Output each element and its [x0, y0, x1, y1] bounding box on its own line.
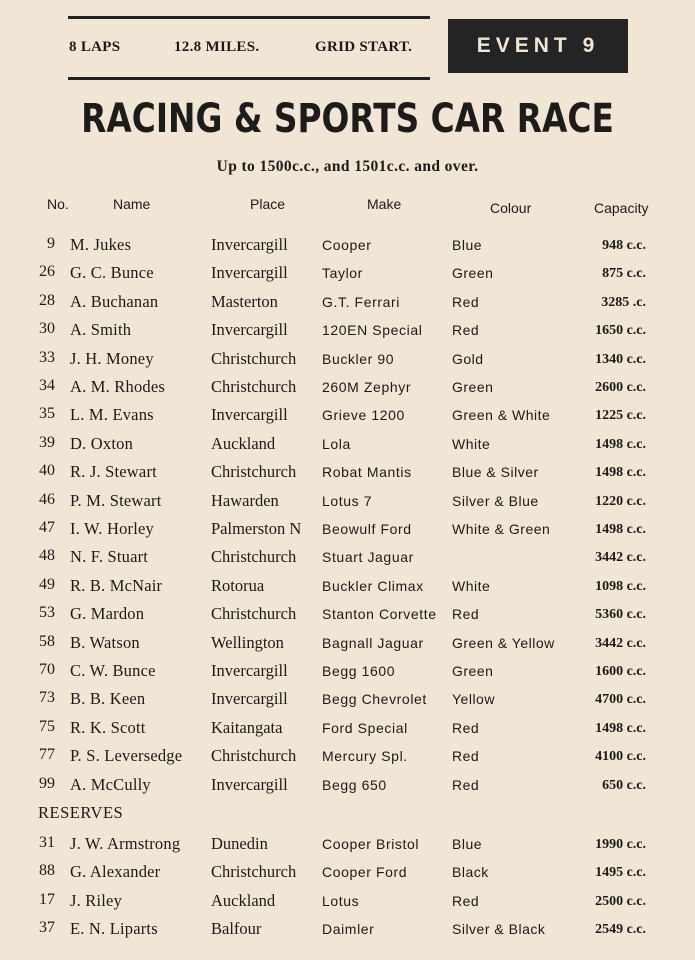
engine-capacity: 2500 c.c. — [595, 893, 646, 909]
car-number: 75 — [39, 717, 55, 735]
driver-place: Hawarden — [211, 490, 279, 510]
car-number: 30 — [39, 320, 55, 338]
entry-row — [0, 519, 695, 543]
driver-name: J. Riley — [70, 890, 123, 910]
driver-place: Invercargill — [211, 661, 288, 680]
car-colour: Red — [452, 719, 480, 736]
driver-place: Christchurch — [211, 462, 297, 482]
entry-row — [0, 604, 695, 628]
car-make: G.T. Ferrari — [322, 293, 400, 310]
column-header-name: Name — [113, 196, 151, 212]
engine-capacity: 1498 c.c. — [595, 465, 646, 481]
entry-row — [0, 718, 695, 742]
car-make: Robat Mantis — [322, 464, 412, 481]
car-number: 28 — [39, 291, 55, 309]
driver-name: D. Oxton — [70, 433, 134, 453]
driver-place: Wellington — [211, 632, 284, 652]
car-make: Mercury Spl. — [322, 748, 408, 765]
driver-name: G. Alexander — [70, 862, 161, 882]
driver-place: Invercargill — [211, 235, 288, 254]
entry-row — [0, 462, 695, 486]
engine-capacity: 4700 c.c. — [595, 692, 646, 708]
car-number: 88 — [39, 862, 55, 880]
car-colour: Red — [452, 322, 480, 339]
engine-capacity: 650 c.c. — [602, 777, 646, 793]
driver-place: Christchurch — [211, 377, 297, 396]
car-make: Stuart Jaguar — [322, 549, 414, 566]
start-type-label: GRID START. — [315, 39, 413, 55]
driver-name: B. Watson — [70, 632, 140, 652]
car-make: Cooper Bristol — [322, 836, 420, 852]
engine-capacity: 2600 c.c. — [595, 380, 646, 395]
driver-name: A. Buchanan — [70, 291, 159, 311]
car-colour: Green & Yellow — [452, 634, 555, 651]
driver-place: Auckland — [211, 433, 276, 453]
car-make: Ford Special — [322, 719, 408, 736]
driver-place: Invercargill — [211, 689, 288, 709]
car-make: Lotus — [322, 892, 360, 909]
engine-capacity: 5360 c.c. — [595, 607, 646, 623]
driver-name: J. W. Armstrong — [70, 834, 181, 853]
engine-capacity: 1600 c.c. — [595, 664, 646, 679]
driver-place: Christchurch — [211, 746, 297, 766]
reserve-row — [0, 891, 695, 915]
car-colour: Silver & Blue — [452, 492, 539, 509]
entry-row — [0, 263, 695, 287]
engine-capacity: 1498 c.c. — [595, 436, 646, 452]
driver-place: Christchurch — [211, 348, 297, 368]
engine-capacity: 2549 c.c. — [595, 922, 646, 938]
driver-name: R. K. Scott — [70, 717, 146, 737]
car-make: Begg 650 — [322, 776, 387, 793]
entry-row — [0, 661, 695, 685]
column-header-no: No. — [47, 196, 69, 212]
car-number: 34 — [39, 377, 55, 394]
driver-place: Christchurch — [211, 547, 297, 567]
car-make: 120EN Special — [322, 322, 423, 339]
engine-capacity: 1495 c.c. — [595, 865, 646, 881]
driver-name: P. M. Stewart — [70, 490, 162, 510]
driver-name: A. M. Rhodes — [70, 377, 165, 396]
engine-capacity: 1650 c.c. — [595, 323, 646, 339]
car-number: 47 — [39, 519, 55, 536]
car-colour: Green — [452, 379, 494, 395]
car-number: 46 — [39, 490, 55, 508]
car-colour: Blue — [452, 237, 483, 253]
driver-name: G. C. Bunce — [70, 263, 154, 283]
car-number: 31 — [39, 834, 55, 851]
car-number: 58 — [39, 632, 55, 650]
column-header-capacity: Capacity — [594, 200, 649, 216]
entry-row — [0, 633, 695, 657]
driver-place: Invercargill — [211, 405, 288, 425]
car-make: Buckler 90 — [322, 350, 395, 367]
car-number: 37 — [39, 919, 55, 937]
entry-row — [0, 377, 695, 401]
entry-row — [0, 320, 695, 344]
car-number: 35 — [39, 405, 55, 423]
race-info-bar — [68, 16, 430, 80]
car-number: 39 — [39, 433, 55, 451]
car-make: Cooper Ford — [322, 864, 408, 881]
car-number: 17 — [39, 890, 55, 908]
driver-place: Invercargill — [211, 320, 288, 340]
car-colour: Red — [452, 776, 480, 793]
car-number: 40 — [39, 462, 55, 480]
car-number: 26 — [39, 263, 55, 281]
car-number: 70 — [39, 661, 55, 678]
car-colour: Gold — [452, 350, 484, 367]
driver-name: R. J. Stewart — [70, 462, 157, 482]
car-make: Grieve 1200 — [322, 407, 405, 424]
entry-row — [0, 576, 695, 600]
entry-row — [0, 689, 695, 713]
car-colour: Silver & Black — [452, 921, 546, 938]
race-title: RACING & SPORTS CAR RACE — [81, 96, 614, 142]
car-number: 99 — [39, 774, 55, 792]
engine-capacity: 875 c.c. — [602, 266, 646, 282]
car-colour: White & Green — [452, 521, 551, 537]
entry-row — [0, 547, 695, 571]
car-colour: Green — [452, 265, 494, 282]
engine-capacity: 948 c.c. — [602, 238, 646, 253]
car-make: Begg 1600 — [322, 663, 396, 679]
engine-capacity: 3442 c.c. — [595, 635, 646, 651]
entry-row — [0, 434, 695, 458]
driver-name: B. B. Keen — [70, 689, 146, 709]
entry-row — [0, 405, 695, 429]
car-make: Beowulf Ford — [322, 521, 412, 537]
driver-place: Christchurch — [211, 862, 297, 882]
reserves-heading: RESERVES — [38, 803, 124, 822]
driver-name: J. H. Money — [70, 348, 154, 368]
distance-label: 12.8 MILES. — [174, 39, 260, 55]
car-make: Stanton Corvette — [322, 606, 437, 623]
car-colour: Red — [452, 293, 480, 310]
driver-place: Auckland — [211, 890, 276, 910]
driver-name: C. W. Bunce — [70, 661, 156, 680]
driver-place: Kaitangata — [211, 717, 283, 737]
entry-row — [0, 292, 695, 316]
entry-row — [0, 349, 695, 373]
driver-name: A. Smith — [70, 320, 132, 340]
car-number: 9 — [47, 235, 55, 252]
car-colour: White — [452, 435, 491, 452]
race-subtitle: Up to 1500c.c., and 1501c.c. and over. — [216, 158, 479, 175]
car-colour: Red — [452, 748, 480, 765]
car-make: Daimler — [322, 921, 375, 938]
car-colour: Red — [452, 892, 480, 909]
entry-row — [0, 775, 695, 799]
driver-place: Palmerston N — [211, 519, 302, 538]
driver-place: Invercargill — [211, 774, 288, 794]
car-colour: Blue & Silver — [452, 464, 539, 481]
engine-capacity: 1990 c.c. — [595, 837, 646, 852]
car-number: 53 — [39, 604, 55, 622]
car-number: 48 — [39, 547, 55, 565]
engine-capacity: 1220 c.c. — [595, 493, 646, 509]
car-colour: Green — [452, 663, 494, 679]
laps-label: 8 LAPS — [69, 39, 121, 55]
car-colour: Red — [452, 606, 480, 623]
column-header-make: Make — [367, 196, 402, 212]
engine-capacity: 4100 c.c. — [595, 749, 646, 765]
driver-name: L. M. Evans — [70, 405, 154, 425]
driver-name: N. F. Stuart — [70, 547, 149, 567]
car-make: Taylor — [322, 265, 363, 282]
driver-name: I. W. Horley — [70, 519, 154, 538]
car-number: 77 — [39, 746, 55, 764]
engine-capacity: 1098 c.c. — [595, 578, 646, 594]
car-number: 33 — [39, 348, 55, 366]
column-header-colour: Colour — [490, 200, 532, 216]
driver-name: M. Jukes — [70, 235, 132, 254]
entry-row — [0, 235, 695, 259]
car-make: Cooper — [322, 237, 372, 253]
engine-capacity: 1498 c.c. — [595, 720, 646, 736]
driver-name: A. McCully — [70, 774, 151, 794]
reserve-row — [0, 862, 695, 886]
car-number: 73 — [39, 689, 55, 707]
car-make: Buckler Climax — [322, 577, 424, 594]
driver-place: Balfour — [211, 919, 262, 939]
column-header-place: Place — [250, 196, 286, 212]
car-colour: Blue — [452, 836, 483, 852]
car-colour: Black — [452, 864, 489, 881]
driver-name: R. B. McNair — [70, 575, 163, 595]
reserve-row — [0, 834, 695, 858]
engine-capacity: 1225 c.c. — [595, 408, 646, 424]
car-colour: White — [452, 577, 491, 594]
driver-place: Dunedin — [211, 834, 268, 853]
car-make: Lotus 7 — [322, 492, 373, 509]
car-colour: Green & White — [452, 407, 551, 424]
driver-place: Christchurch — [211, 604, 297, 624]
car-make: Lola — [322, 435, 351, 452]
driver-place: Masterton — [211, 291, 278, 311]
engine-capacity: 1340 c.c. — [595, 351, 646, 367]
car-make: 260M Zephyr — [322, 379, 412, 395]
reserve-row — [0, 919, 695, 943]
driver-place: Invercargill — [211, 263, 288, 283]
car-number: 49 — [39, 575, 55, 593]
driver-name: P. S. Leversedge — [70, 746, 183, 766]
car-colour: Yellow — [452, 691, 495, 708]
entry-row — [0, 746, 695, 770]
driver-name: G. Mardon — [70, 604, 145, 624]
engine-capacity: 3442 c.c. — [595, 550, 646, 566]
event-badge: EVENT 9 — [448, 19, 628, 73]
driver-place: Rotorua — [211, 575, 265, 595]
entry-row — [0, 491, 695, 515]
car-make: Begg Chevrolet — [322, 691, 427, 708]
engine-capacity: 3285 .c. — [601, 294, 646, 310]
driver-name: E. N. Liparts — [70, 919, 158, 939]
engine-capacity: 1498 c.c. — [595, 522, 646, 537]
car-make: Bagnall Jaguar — [322, 634, 424, 651]
